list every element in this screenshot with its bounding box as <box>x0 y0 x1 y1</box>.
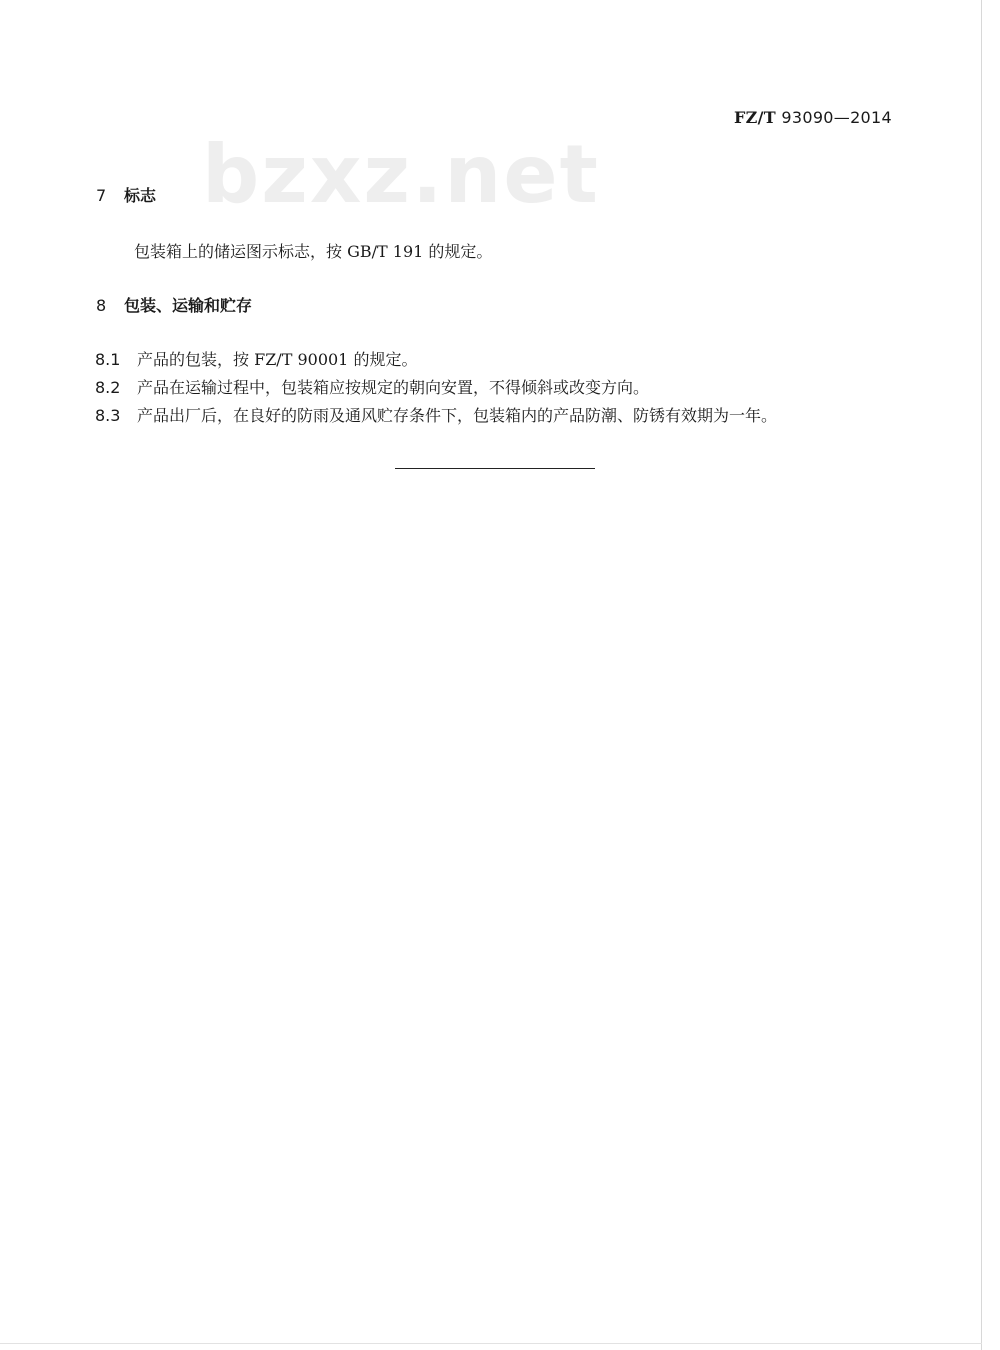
section-8-heading <box>96 296 252 316</box>
clause-text: 产品的包装，按 FZ/T 90001 的规定。 <box>137 350 418 369</box>
section-title: 标志 <box>124 186 157 205</box>
section-7-body: 包装箱上的储运图示标志，按 GB/T 191 的规定。 <box>134 242 493 261</box>
clause-8-1 <box>95 350 417 370</box>
section-number: 7 <box>96 186 107 205</box>
clause-8-2 <box>95 378 649 398</box>
end-of-document-rule <box>395 468 595 469</box>
standard-code <box>734 108 892 127</box>
page-edge-bottom <box>0 1343 982 1344</box>
section-title: 包装、运输和贮存 <box>124 296 253 315</box>
clause-text: 产品出厂后，在良好的防雨及通风贮存条件下，包装箱内的产品防潮、防锈有效期为一年。 <box>137 406 778 425</box>
section-number: 8 <box>96 296 107 315</box>
standard-code-number: 93090—2014 <box>781 108 892 127</box>
clause-text: 产品在运输过程中，包装箱应按规定的朝向安置，不得倾斜或改变方向。 <box>137 378 650 397</box>
section-7-heading <box>96 186 156 206</box>
page-edge-right <box>981 0 982 1350</box>
clause-number: 8.1 <box>95 350 121 369</box>
clause-number: 8.3 <box>95 406 121 425</box>
clause-8-3 <box>95 406 777 426</box>
standard-code-prefix: FZ/T <box>733 108 776 127</box>
watermark: bzxz.net <box>202 128 600 221</box>
clause-number: 8.2 <box>95 378 121 397</box>
